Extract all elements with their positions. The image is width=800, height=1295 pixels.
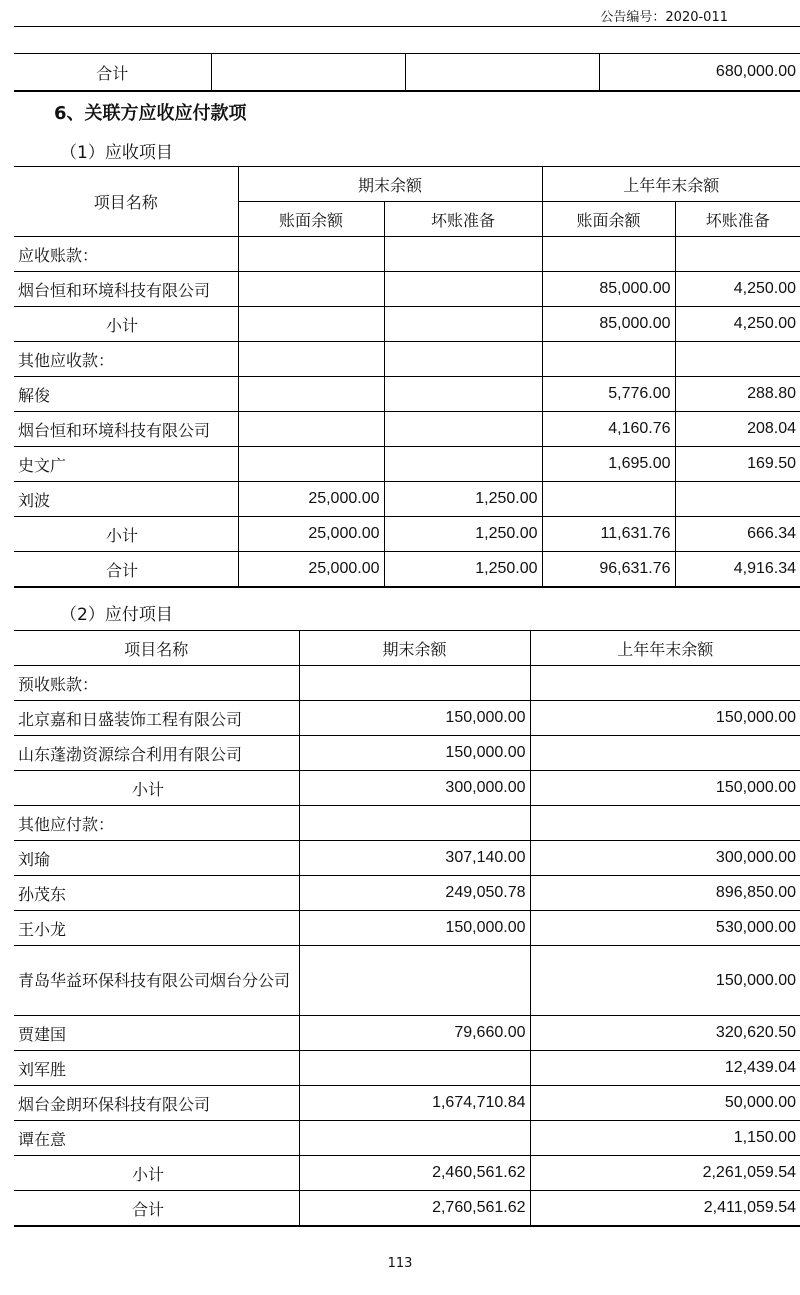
amount-cell: 1,674,710.84 [299,1086,530,1121]
amount-cell: 300,000.00 [299,771,530,806]
row-label: 青岛华益环保科技有限公司烟台分公司 [14,946,299,1016]
table-row [14,482,800,517]
amount-cell: 4,916.34 [675,552,800,588]
amount-cell [238,307,384,342]
table-row [14,841,800,876]
amount-cell [542,482,675,517]
row-label: 小计 [14,1156,299,1191]
table-row [14,342,800,377]
payables-title: （2）应付项目 [60,605,173,625]
amount-cell [384,447,542,482]
row-label: 应收账款： [14,237,238,272]
row-label: 烟台金朗环保科技有限公司 [14,1086,299,1121]
col-header-prior-year-end: 上年年末余额 [542,167,800,202]
row-label: 烟台恒和环境科技有限公司 [14,412,238,447]
amount-cell [299,806,530,841]
table-row [14,1086,800,1121]
table-row [14,552,800,588]
table-row [14,517,800,552]
table-header-row [14,167,800,202]
amount-cell: 150,000.00 [530,771,800,806]
amount-cell [299,666,530,701]
table-row [14,876,800,911]
col-header-book-balance: 账面余额 [238,202,384,237]
amount-cell: 150,000.00 [299,736,530,771]
amount-cell: 50,000.00 [530,1086,800,1121]
payables-table [14,630,800,1227]
page-number: 113 [387,1256,413,1271]
amount-cell: 2,760,561.62 [299,1191,530,1227]
amount-cell: 307,140.00 [299,841,530,876]
amount-cell: 79,660.00 [299,1016,530,1051]
amount-cell: 96,631.76 [542,552,675,588]
amount-cell [542,237,675,272]
amount-cell: 4,160.76 [542,412,675,447]
amount-cell: 4,250.00 [675,272,800,307]
table-row [14,447,800,482]
amount-cell: 25,000.00 [238,517,384,552]
row-label: 合计 [14,54,211,92]
row-label: 其他应收款： [14,342,238,377]
amount-cell: 320,620.50 [530,1016,800,1051]
amount-cell [299,1051,530,1086]
amount-cell: 150,000.00 [299,701,530,736]
amount-cell [675,342,800,377]
row-label: 贾建国 [14,1016,299,1051]
amount-cell: 896,850.00 [530,876,800,911]
amount-cell [238,272,384,307]
amount-cell [530,736,800,771]
amount-cell [238,377,384,412]
col-header-name: 项目名称 [14,631,299,666]
table-row [14,806,800,841]
col-header-name: 项目名称 [14,167,238,237]
amount-cell [384,307,542,342]
amount-cell: 150,000.00 [530,701,800,736]
amount-cell [530,806,800,841]
row-label: 刘波 [14,482,238,517]
row-label: 刘军胜 [14,1051,299,1086]
col-header-bad-debt: 坏账准备 [384,202,542,237]
amount-cell: 1,250.00 [384,482,542,517]
table-row [14,736,800,771]
col-header-prior-year-end: 上年年末余额 [530,631,800,666]
amount-cell: 1,150.00 [530,1121,800,1156]
table-row [14,1051,800,1086]
amount-cell: 4,250.00 [675,307,800,342]
table-row [14,237,800,272]
amount-cell [384,237,542,272]
row-label: 其他应付款： [14,806,299,841]
table-row [14,911,800,946]
amount-cell: 150,000.00 [530,946,800,1016]
amount-cell: 680,000.00 [599,54,800,92]
amount-cell [675,237,800,272]
row-label: 山东蓬渤资源综合利用有限公司 [14,736,299,771]
amount-cell [384,377,542,412]
row-label: 孙茂东 [14,876,299,911]
amount-cell: 85,000.00 [542,307,675,342]
section-title: 6、关联方应收应付款项 [54,103,247,124]
amount-cell: 288.80 [675,377,800,412]
amount-cell: 25,000.00 [238,482,384,517]
table-header-row [14,631,800,666]
col-header-period-end: 期末余额 [238,167,542,202]
amount-cell [530,666,800,701]
amount-cell: 25,000.00 [238,552,384,588]
row-label: 烟台恒和环境科技有限公司 [14,272,238,307]
header-rule [14,26,800,27]
row-label: 史文广 [14,447,238,482]
amount-cell [238,237,384,272]
amount-cell: 249,050.78 [299,876,530,911]
amount-cell [238,342,384,377]
amount-cell: 12,439.04 [530,1051,800,1086]
amount-cell [675,482,800,517]
amount-cell: 150,000.00 [299,911,530,946]
amount-cell [384,412,542,447]
amount-cell: 11,631.76 [542,517,675,552]
col-header-book-balance: 账面余额 [542,202,675,237]
amount-cell: 2,460,561.62 [299,1156,530,1191]
table-row [14,946,800,1016]
receivables-table [14,166,800,588]
row-label: 王小龙 [14,911,299,946]
amount-cell: 5,776.00 [542,377,675,412]
row-label: 预收账款： [14,666,299,701]
amount-cell: 169.50 [675,447,800,482]
table-row [14,701,800,736]
row-label: 合计 [14,1191,299,1227]
table-row [14,1191,800,1227]
table-row [14,666,800,701]
col-header-bad-debt: 坏账准备 [675,202,800,237]
table-row [14,771,800,806]
amount-cell [299,1121,530,1156]
amount-cell: 666.34 [675,517,800,552]
amount-cell: 1,250.00 [384,517,542,552]
amount-cell [542,342,675,377]
table-row [14,412,800,447]
amount-cell: 530,000.00 [530,911,800,946]
row-label: 小计 [14,771,299,806]
notice-number: 公告编号：2020-011 [600,10,728,25]
table-row [14,1016,800,1051]
row-label: 谭在意 [14,1121,299,1156]
table-row [14,54,800,92]
row-label: 小计 [14,517,238,552]
receivables-title: （1）应收项目 [60,143,173,163]
amount-cell [238,412,384,447]
table-row [14,272,800,307]
amount-cell: 1,695.00 [542,447,675,482]
row-label: 北京嘉和日盛装饰工程有限公司 [14,701,299,736]
table-row [14,1121,800,1156]
amount-cell [384,342,542,377]
amount-cell: 2,261,059.54 [530,1156,800,1191]
amount-cell: 85,000.00 [542,272,675,307]
row-label: 解俊 [14,377,238,412]
table-row [14,1156,800,1191]
amount-cell: 300,000.00 [530,841,800,876]
row-label: 合计 [14,552,238,588]
table-row [14,377,800,412]
col-header-period-end: 期末余额 [299,631,530,666]
carryover-total-table [14,53,800,92]
table-row [14,307,800,342]
row-label: 小计 [14,307,238,342]
row-label: 刘瑜 [14,841,299,876]
amount-cell: 208.04 [675,412,800,447]
amount-cell: 1,250.00 [384,552,542,588]
amount-cell: 2,411,059.54 [530,1191,800,1227]
amount-cell [238,447,384,482]
amount-cell [299,946,530,1016]
amount-cell [384,272,542,307]
